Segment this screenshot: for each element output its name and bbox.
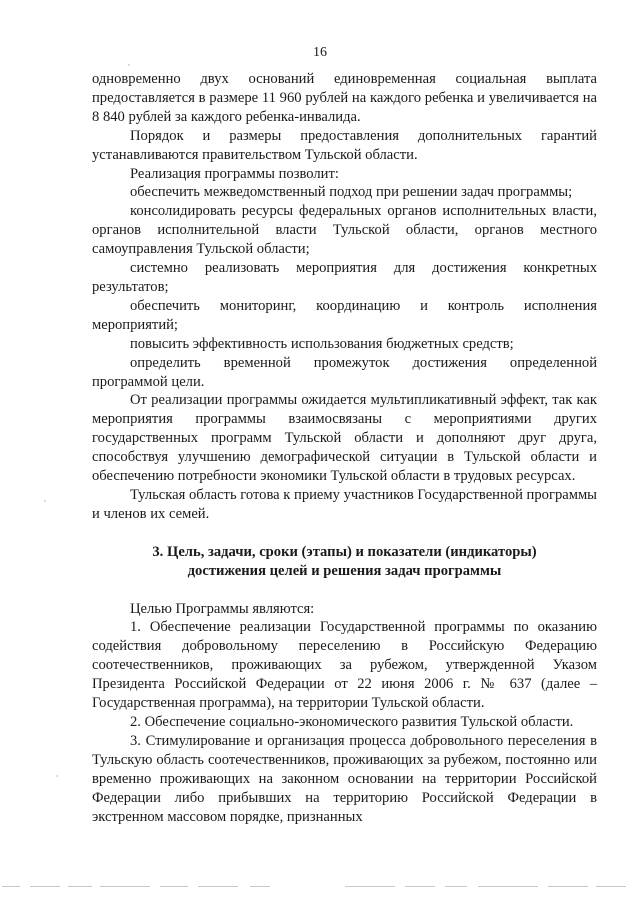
goal-item-1: 1. Обеспечение реализации Государственной программы по оказанию содействия добровольному переселению в Российскую Федерацию соотечественников, проживающих за рубежом, утвержденной Указом Президента Российской Федерации от 22 июня 2006 г. № 637 (далее – Государственная программа), на территории Тульской области. xyxy=(92,619,597,712)
scan-speck xyxy=(44,500,46,502)
paragraph-goals-intro: Целью Программы являются: xyxy=(130,600,315,617)
list-item-efficiency: повысить эффективность использования бюджетных средств; xyxy=(130,335,514,352)
page-number: 16 xyxy=(313,45,327,60)
scan-edge-marks xyxy=(0,884,640,890)
paragraph-multiplier-effect: От реализации программы ожидается мультипликативный эффект, так как мероприятия программы взаимосвязаны с мероприятиями других государственных программ Тульской области и дополняют друг друга, способствуя улучшению демографической ситуации в Тульской области и обеспечению потребности экономики Тульской области в трудовых ресурсах. xyxy=(92,392,597,485)
list-item-consolidate: консолидировать ресурсы федеральных органов исполнительных власти, органов исполнительной власти Тульской области, органов местного самоуправления Тульской области; xyxy=(92,203,597,258)
paragraph-program-allows: Реализация программы позволит: xyxy=(130,165,339,182)
list-item-timeframe: определить временной промежуток достижения определенной программой цели. xyxy=(92,354,597,390)
scan-speck xyxy=(128,64,130,66)
goal-item-3: 3. Стимулирование и организация процесса добровольного переселения в Тульскую область соотечественников, проживающих за рубежом, постоянно или временно проживающих на законном основании на территории Российской Федерации либо прибывших на территорию Российской Федерации в экстренном массовом порядке, признанных xyxy=(92,732,597,825)
scan-speck xyxy=(56,775,58,777)
section-heading-line-2: достижения целей и решения задач программы xyxy=(187,562,502,579)
paragraph-guarantees: Порядок и размеры предоставления дополнительных гарантий устанавливаются правительством Тульской области. xyxy=(92,127,597,163)
section-heading-line-1: 3. Цель, задачи, сроки (этапы) и показатели (индикаторы) xyxy=(152,543,537,560)
paragraph-continuation: одновременно двух оснований единовременная социальная выплата предоставляется в размере 11 960 рублей на каждого ребенка и увеличивается на 8 840 рублей за каждого ребенка-инвалида. xyxy=(92,71,597,125)
paragraph-region-ready: Тульская область готова к приему участников Государственной программы и членов их семей. xyxy=(92,486,597,522)
list-item-monitoring: обеспечить мониторинг, координацию и контроль исполнения мероприятий; xyxy=(92,297,597,333)
document-body xyxy=(92,70,597,826)
section-heading xyxy=(92,543,597,581)
list-item-systematic: системно реализовать мероприятия для достижения конкретных результатов; xyxy=(92,260,597,295)
goal-item-2: 2. Обеспечение социально-экономического развития Тульской области. xyxy=(130,714,574,730)
list-item-interagency: обеспечить межведомственный подход при решении задач программы; xyxy=(130,184,573,201)
